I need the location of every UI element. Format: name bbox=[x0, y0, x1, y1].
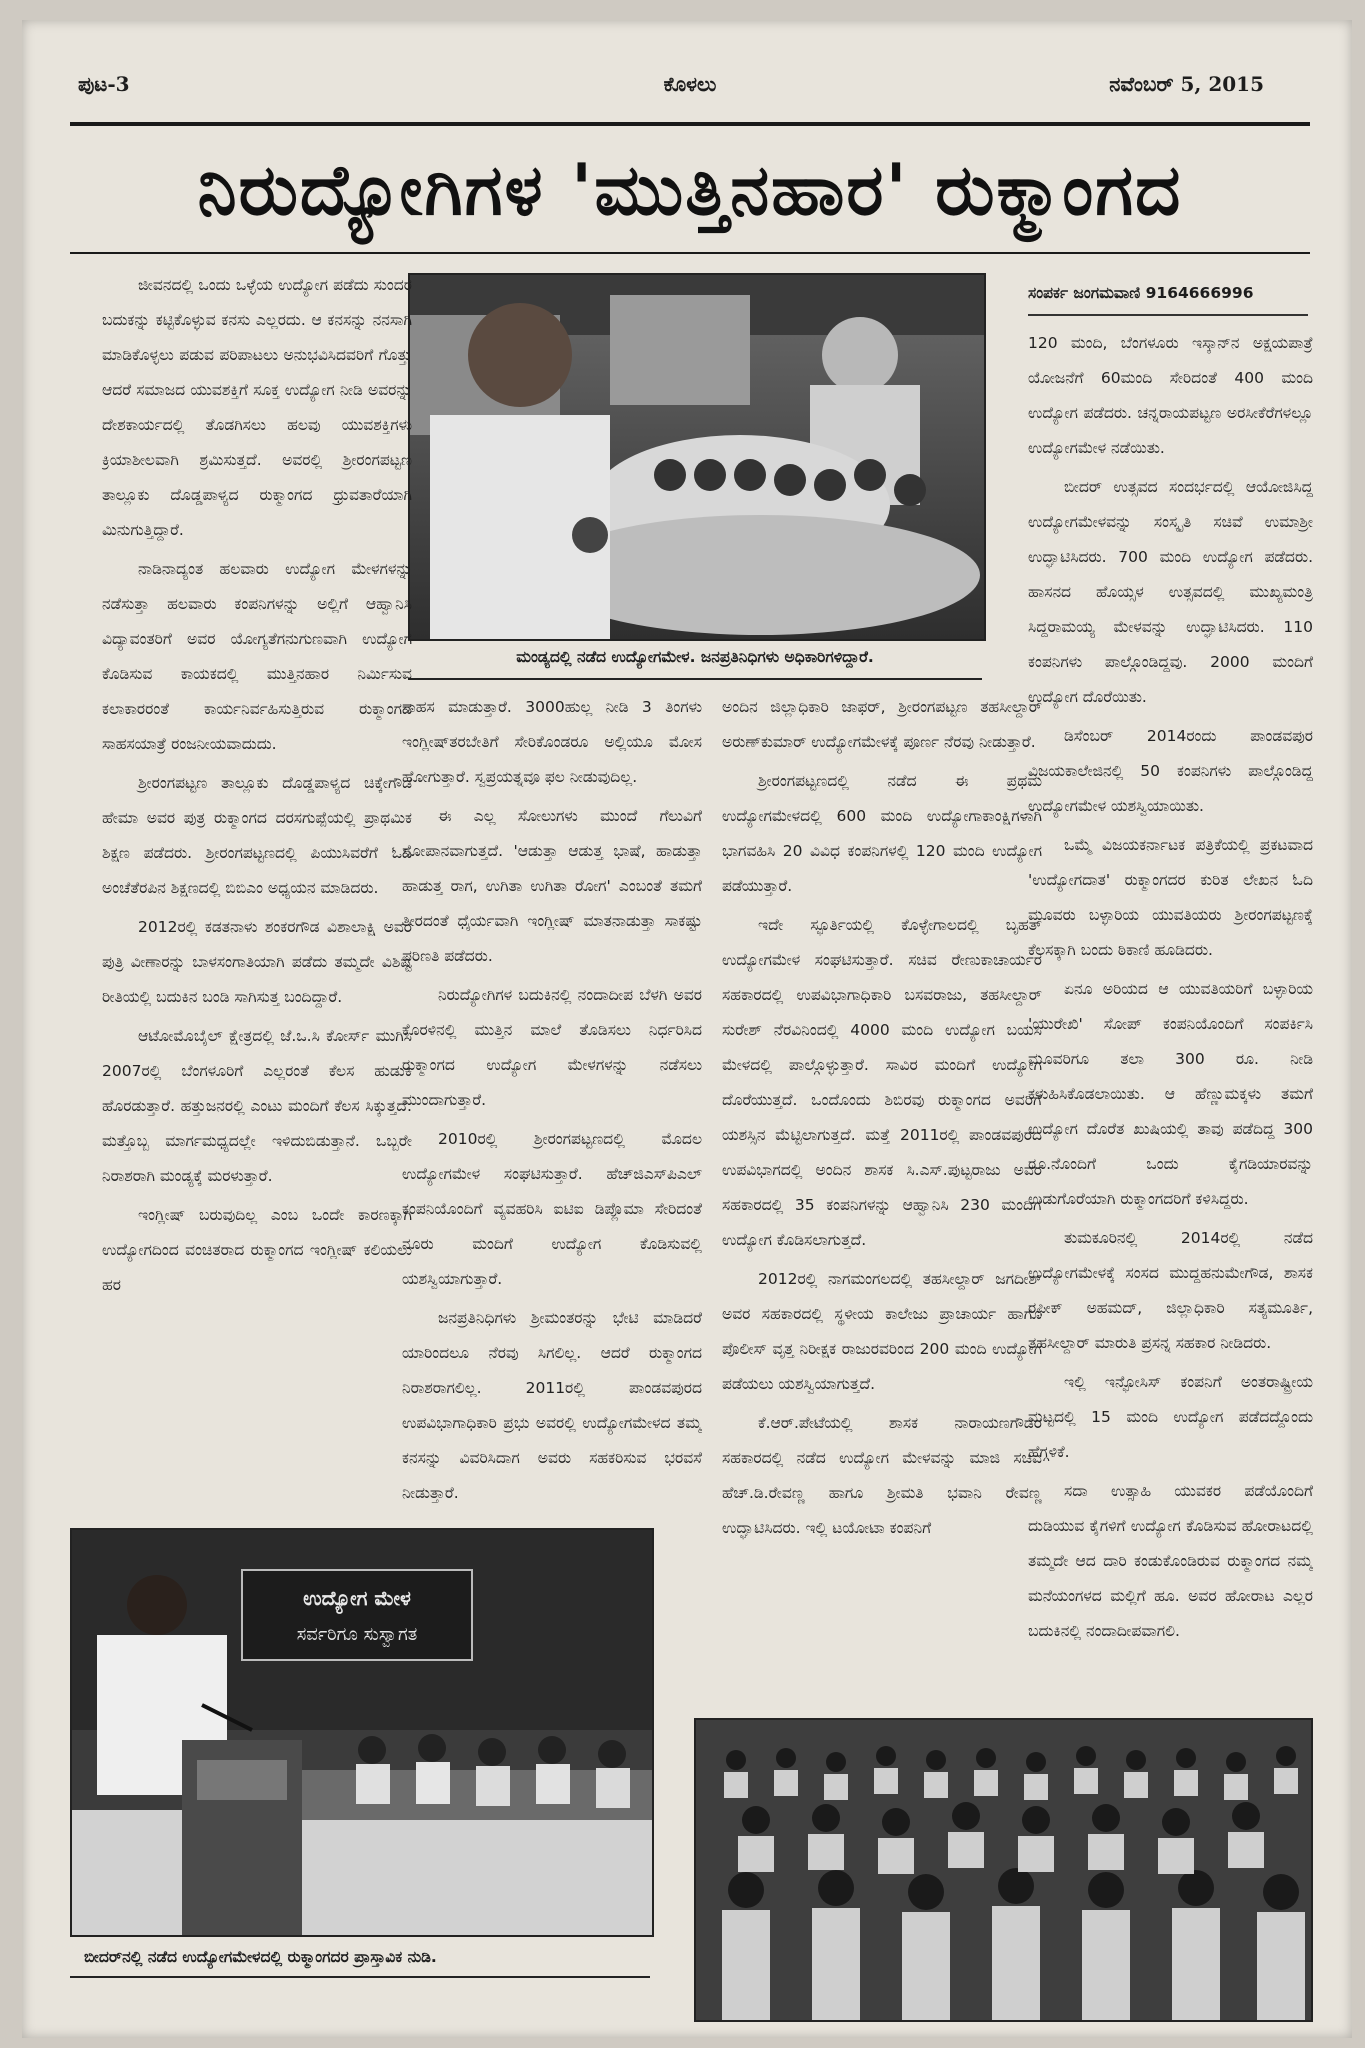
photo-crowd-audience-image bbox=[696, 1720, 1311, 2020]
photo-job-fair-mandya bbox=[408, 273, 986, 641]
paragraph: ಈ ಎಲ್ಲ ಸೋಲುಗಳು ಮುಂದೆ ಗೆಲುವಿಗೆ ಸೋಪಾನವಾಗುತ್ತದೆ. 'ಆಡುತ್ತಾ ಆಡುತ್ತ ಭಾಷೆ, ಹಾಡುತ್ತಾ ಹಾಡುತ್ತ ರಾಗ, ಉಗಿತಾ ಉಗಿತಾ ರೋಗ' ಎಂಬಂತೆ ತಮಗೆ ತೀರದಂತೆ ಧೈರ್ಯವಾಗಿ ಇಂಗ್ಲೀಷ್ ಮಾತನಾಡುತ್ತಾ ಸಾಕಷ್ಟು ಪರಿಣತಿ ಪಡೆದರು. bbox=[402, 807, 702, 965]
banner-text-2: ಸರ್ವರಿಗೂ ಸುಸ್ವಾಗತ bbox=[296, 1624, 418, 1645]
issue-date: ನವೆಂಬರ್ 5, 2015 bbox=[1109, 72, 1264, 96]
article-column-4 bbox=[1028, 326, 1313, 1766]
article-column-1 bbox=[102, 268, 412, 1558]
header-rule bbox=[70, 122, 1310, 126]
photo-job-fair-mandya-image bbox=[410, 275, 984, 639]
publication-name: ಕೊಳಲು bbox=[663, 72, 717, 96]
paragraph: ಕೆ.ಆರ್.ಪೇಟೆಯಲ್ಲಿ ಶಾಸಕ ನಾರಾಯಣಗೌಡರ ಸಹಕಾರದಲ್ಲಿ ನಡೆದ ಉದ್ಯೋಗ ಮೇಳವನ್ನು ಮಾಜಿ ಸಚಿವ ಹೆಚ್.ಡಿ.ರೇವಣ್ಣ ಹಾಗೂ ಶ್ರೀಮತಿ ಭವಾನಿ ರೇವಣ್ಣ ಉದ್ಘಾಟಿಸಿದರು. ಇಲ್ಲಿ ಟಯೋಟಾ ಕಂಪನಿಗೆ bbox=[722, 1414, 1042, 1537]
photo-caption-top: ಮಂಡ್ಯದಲ್ಲಿ ನಡೆದ ಉದ್ಯೋಗಮೇಳ. ಜನಪ್ರತಿನಿಧಿಗಳು ಅಧಿಕಾರಿಗಳಿದ್ದಾರೆ. bbox=[408, 640, 982, 680]
paragraph: 2010ರಲ್ಲಿ ಶ್ರೀರಂಗಪಟ್ಟಣದಲ್ಲಿ ಮೊದಲ ಉದ್ಯೋಗಮೇಳ ಸಂಘಟಿಸುತ್ತಾರೆ. ಹೆಚ್‌ಜಿಎಸ್‌ಪಿಎಲ್ ಕಂಪನಿಯೊಂದಿಗೆ ವ್ಯವಹರಿಸಿ ಐಟಿಐ ಡಿಪ್ಲೊಮಾ ಸೇರಿದಂತೆ ನೂರು ಮಂದಿಗೆ ಉದ್ಯೋಗ ಕೊಡಿಸುವಲ್ಲಿ ಯಶಸ್ವಿಯಾಗುತ್ತಾರೆ. bbox=[402, 1130, 702, 1288]
paragraph: ಡಿಸೆಂಬರ್ 2014ರಂದು ಪಾಂಡವಪುರ ವಿಜಯಕಾಲೇಜಿನಲ್ಲಿ 50 ಕಂಪನಿಗಳು ಪಾಲ್ಗೊಂಡಿದ್ದ ಉದ್ಯೋಗಮೇಳ ಯಶಸ್ವಿಯಾಯಿತು. bbox=[1028, 727, 1313, 815]
page-content bbox=[70, 58, 1313, 2018]
paragraph: ಬೀದರ್ ಉತ್ಸವದ ಸಂದರ್ಭದಲ್ಲಿ ಆಯೋಜಿಸಿದ್ದ ಉದ್ಯೋಗಮೇಳವನ್ನು ಸಂಸ್ಕೃತಿ ಸಚಿವೆ ಉಮಾಶ್ರೀ ಉದ್ಘಾಟಿಸಿದರು. 700 ಮಂದಿ ಉದ್ಯೋಗ ಪಡೆದರು. ಹಾಸನದ ಹೊಯ್ಸಳ ಉತ್ಸವದಲ್ಲಿ ಮುಖ್ಯಮಂತ್ರಿ ಸಿದ್ದರಾಮಯ್ಯ ಮೇಳವನ್ನು ಉದ್ಘಾಟಿಸಿದರು. 110 ಕಂಪನಿಗಳು ಪಾಲ್ಗೊಂಡಿದ್ದವು. 2000 ಮಂದಿಗೆ ಉದ್ಯೋಗ ದೊರೆಯಿತು. bbox=[1028, 478, 1313, 706]
photo-caption-bottom-left: ಬೀದರ್‌ನಲ್ಲಿ ನಡೆದ ಉದ್ಯೋಗಮೇಳದಲ್ಲಿ ರುಕ್ಮಾಂಗದರ ಪ್ರಾಸ್ತಾವಿಕ ನುಡಿ. bbox=[70, 1940, 650, 1978]
paragraph: ಜನಪ್ರತಿನಿಧಿಗಳು ಶ್ರೀಮಂತರನ್ನು ಭೇಟಿ ಮಾಡಿದರೆ ಯಾರಿಂದಲೂ ನೆರವು ಸಿಗಲಿಲ್ಲ. ಆದರೆ ರುಕ್ಮಾಂಗದ ನಿರಾಶರಾಗಲಿಲ್ಲ. 2011ರಲ್ಲಿ ಪಾಂಡವಪುರದ ಉಪವಿಭಾಗಾಧಿಕಾರಿ ಪ್ರಭು ಅವರಲ್ಲಿ ಉದ್ಯೋಗಮೇಳದ ತಮ್ಮ ಕನಸನ್ನು ವಿವರಿಸಿದಾಗ ಅವರು ಸಹಕರಿಸುವ ಭರವಸೆ ನೀಡುತ್ತಾರೆ. bbox=[402, 1309, 702, 1502]
paragraph: ನಿರುದ್ಯೋಗಿಗಳ ಬದುಕಿನಲ್ಲಿ ನಂದಾದೀಪ ಬೆಳಗಿ ಅವರ ಕೊರಳಿನಲ್ಲಿ ಮುತ್ತಿನ ಮಾಲೆ ತೊಡಿಸಲು ನಿರ್ಧರಿಸಿದ ರುಕ್ಮಾಂಗದ ಉದ್ಯೋಗ ಮೇಳಗಳನ್ನು ನಡೆಸಲು ಮುಂದಾಗುತ್ತಾರೆ. bbox=[402, 986, 702, 1109]
article-column-2 bbox=[402, 690, 702, 1560]
paragraph: 120 ಮಂದಿ, ಬೆಂಗಳೂರು ಇಸ್ಕಾನ್‌ನ ಅಕ್ಷಯಪಾತ್ರೆ ಯೋಜನೆಗೆ 60ಮಂದಿ ಸೇರಿದಂತೆ 400 ಮಂದಿ ಉದ್ಯೋಗ ಪಡೆದರು. ಚನ್ನರಾಯಪಟ್ಟಣ ಅರಸೀಕೆರೆಗಳಲ್ಲೂ ಉದ್ಯೋಗಮೇಳ ನಡೆಯಿತು. bbox=[1028, 334, 1313, 457]
paragraph: ಇದೇ ಸ್ಫೂರ್ತಿಯಲ್ಲಿ ಕೊಳ್ಳೇಗಾಲದಲ್ಲಿ ಬೃಹತ್ ಉದ್ಯೋಗಮೇಳ ಸಂಘಟಿಸುತ್ತಾರೆ. ಸಚಿವ ರೇಣುಕಾಚಾರ್ಯರ ಸಹಕಾರದಲ್ಲಿ ಉಪವಿಭಾಗಾಧಿಕಾರಿ ಬಸವರಾಜು, ತಹಸೀಲ್ದಾರ್ ಸುರೇಶ್ ನೆರವಿನಿಂದಲ್ಲಿ 4000 ಮಂದಿ ಉದ್ಯೋಗ ಬಯಸಿ ಮೇಳದಲ್ಲಿ ಪಾಲ್ಗೊಳ್ಳುತ್ತಾರೆ. ಸಾವಿರ ಮಂದಿಗೆ ಉದ್ಯೋಗ ದೊರೆಯುತ್ತದೆ. ಒಂದೊಂದು ಶಿಬಿರವು ರುಕ್ಮಾಂಗದ ಅವರಿಗೆ ಯಶಸ್ಸಿನ ಮೆಟ್ಟಿಲಾಗುತ್ತದೆ. ಮತ್ತೆ 2011ರಲ್ಲಿ ಪಾಂಡವಪುರದ ಉಪವಿಭಾಗದಲ್ಲಿ ಅಂದಿನ ಶಾಸಕ ಸಿ.ಎಸ್.ಪುಟ್ಟರಾಜು ಅವರ ಸಹಕಾರದಲ್ಲಿ 35 ಕಂಪನಿಗಳನ್ನು ಆಹ್ವಾನಿಸಿ 230 ಮಂದಿಗೆ ಉದ್ಯೋಗ ಕೊಡಿಸಲಾಗುತ್ತದೆ. bbox=[722, 916, 1042, 1249]
paragraph: ಇಂಗ್ಲೀಷ್ ಬರುವುದಿಲ್ಲ ಎಂಬ ಒಂದೇ ಕಾರಣಕ್ಕಾಗಿ ಉದ್ಯೋಗದಿಂದ ವಂಚಿತರಾದ ರುಕ್ಮಾಂಗದ ಇಂಗ್ಲೀಷ್ ಕಲಿಯಲು ಹರ bbox=[102, 1206, 412, 1294]
headline: ನಿರುದ್ಯೋಗಿಗಳ 'ಮುತ್ತಿನಹಾರ' ರುಕ್ಮಾಂಗದ bbox=[197, 149, 1183, 231]
photo-bidar-speech-image bbox=[72, 1530, 652, 1935]
paragraph: ಅಂದಿನ ಜಿಲ್ಲಾಧಿಕಾರಿ ಜಾಫರ್, ಶ್ರೀರಂಗಪಟ್ಟಣ ತಹಸೀಲ್ದಾರ್ ಅರುಣ್‌ಕುಮಾರ್ ಉದ್ಯೋಗಮೇಳಕ್ಕೆ ಪೂರ್ಣ ನೆರವು ನೀಡುತ್ತಾರೆ. bbox=[722, 698, 1042, 751]
paragraph: ಶ್ರೀರಂಗಪಟ್ಟಣದಲ್ಲಿ ನಡೆದ ಈ ಪ್ರಥಮ ಉದ್ಯೋಗಮೇಳದಲ್ಲಿ 600 ಮಂದಿ ಉದ್ಯೋಗಾಕಾಂಕ್ಷಿಗಳಾಗಿ ಭಾಗವಹಿಸಿ 20 ವಿವಿಧ ಕಂಪನಿಗಳಲ್ಲಿ 120 ಮಂದಿ ಉದ್ಯೋಗ ಪಡೆಯುತ್ತಾರೆ. bbox=[722, 772, 1042, 895]
paragraph: ಒಮ್ಮೆ ವಿಜಯಕರ್ನಾಟಕ ಪತ್ರಿಕೆಯಲ್ಲಿ ಪ್ರಕಟವಾದ 'ಉದ್ಯೋಗದಾತ' ರುಕ್ಮಾಂಗದರ ಕುರಿತ ಲೇಖನ ಓದಿ ಮೂವರು ಬಳ್ಳಾರಿಯ ಯುವತಿಯರು ಶ್ರೀರಂಗಪಟ್ಟಣಕ್ಕೆ ಕೆಲಸಕ್ಕಾಗಿ ಬಂದು ಠಿಕಾಣಿ ಹೂಡಿದರು. bbox=[1028, 836, 1313, 959]
banner-text-1: ಉದ್ಯೋಗ ಮೇಳ bbox=[303, 1586, 411, 1610]
paragraph: ಜೀವನದಲ್ಲಿ ಒಂದು ಒಳ್ಳೆಯ ಉದ್ಯೋಗ ಪಡೆದು ಸುಂದರ ಬದುಕನ್ನು ಕಟ್ಟಿಕೊಳ್ಳುವ ಕನಸು ಎಲ್ಲರದು. ಆ ಕನಸನ್ನು ನನಸಾಗಿ ಮಾಡಿಕೊಳ್ಳಲು ಪಡುವ ಪರಿಪಾಟಲು ಅನುಭವಿಸಿದವರಿಗೆ ಗೊತ್ತು ಆದರೆ ಸಮಾಜದ ಯುವಶಕ್ತಿಗೆ ಸೂಕ್ತ ಉದ್ಯೋಗ ನೀಡಿ ಅವರನ್ನು ದೇಶಕಾರ್ಯದಲ್ಲಿ ತೊಡಗಿಸಲು ಹಲವು ಯುವಶಕ್ತಿಗಳು ಕ್ರಿಯಾಶೀಲವಾಗಿ ಶ್ರಮಿಸುತ್ತದೆ. ಅವರಲ್ಲಿ ಶ್ರೀರಂಗಪಟ್ಟಣ ತಾಲ್ಲೂಕು ದೊಡ್ಡಪಾಳ್ಯದ ರುಕ್ಮಾಂಗದ ಧ್ರುವತಾರೆಯಾಗಿ ಮಿನುಗುತ್ತಿದ್ದಾರೆ. bbox=[102, 276, 412, 539]
contact-rule bbox=[1028, 314, 1308, 316]
running-header bbox=[70, 72, 1310, 102]
page-number: ಪುಟ-3 bbox=[78, 72, 130, 96]
paragraph: ನಾಡಿನಾದ್ಯಂತ ಹಲವಾರು ಉದ್ಯೋಗ ಮೇಳಗಳನ್ನು ನಡೆಸುತ್ತಾ ಹಲವಾರು ಕಂಪನಿಗಳನ್ನು ಅಲ್ಲಿಗೆ ಆಹ್ವಾನಿಸಿ ವಿದ್ಯಾವಂತರಿಗೆ ಅವರ ಯೋಗ್ಯತೆಗನುಗುಣವಾಗಿ ಉದ್ಯೋಗ ಕೊಡಿಸುವ ಕಾಯಕದಲ್ಲಿ ಮುತ್ತಿನಹಾರ ನಿರ್ಮಿಸುವ ಕಲಾಕಾರರಂತೆ ಕಾರ್ಯನಿರ್ವಹಿಸುತ್ತಿರುವ ರುಕ್ಮಾಂಗದ ಸಾಹಸಯಾತ್ರೆ ರಂಜನೀಯವಾದುದು. bbox=[102, 560, 412, 753]
paragraph: ಶ್ರೀರಂಗಪಟ್ಟಣ ತಾಲ್ಲೂಕು ದೊಡ್ಡಪಾಳ್ಯದ ಚಿಕ್ಕೇಗೌಡ ಹೇಮಾ ಅವರ ಪುತ್ರ ರುಕ್ಮಾಂಗದ ದರಸಗುಪ್ಪೆಯಲ್ಲಿ ಪ್ರಾಥಮಿಕ ಶಿಕ್ಷಣ ಪಡೆದರು. ಶ್ರೀರಂಗಪಟ್ಟಣದಲ್ಲಿ ಪಿಯುಸಿವರೆಗೆ ಓದಿ ಅಂಚೆತೆರಪಿನ ಶಿಕ್ಷಣದಲ್ಲಿ ಬಿಬಿಎಂ ಅಧ್ಯಯನ ಮಾಡಿದರು. bbox=[102, 774, 412, 897]
paragraph: 2012ರಲ್ಲಿ ನಾಗಮಂಗಲದಲ್ಲಿ ತಹಸೀಲ್ದಾರ್ ಜಗದೀಶ್ ಅವರ ಸಹಕಾರದಲ್ಲಿ ಸ್ಥಳೀಯ ಕಾಲೇಜು ಪ್ರಾಚಾರ್ಯ ಹಾಗೂ ಪೊಲೀಸ್ ವೃತ್ತ ನಿರೀಕ್ಷಕ ರಾಜುರವರಿಂದ 200 ಮಂದಿ ಉದ್ಯೋಗ ಪಡೆಯಲು ಯಶಸ್ವಿಯಾಗುತ್ತದೆ. bbox=[722, 1270, 1042, 1393]
article-column-3 bbox=[722, 690, 1042, 1750]
paragraph: ಸಾಹಸ ಮಾಡುತ್ತಾರೆ. 3000ಹುಲ್ಲ ನೀಡಿ 3 ತಿಂಗಳು ಇಂಗ್ಲೀಷ್‌ತರಬೇತಿಗೆ ಸೇರಿಕೊಂಡರೂ ಅಲ್ಲಿಯೂ ಮೋಸ ಹೋಗುತ್ತಾರೆ. ಸ್ವಪ್ರಯತ್ನವೂ ಫಲ ನೀಡುವುದಿಲ್ಲ. bbox=[402, 698, 702, 786]
paragraph: ಆಟೋಮೊಬೈಲ್ ಕ್ಷೇತ್ರದಲ್ಲಿ ಜೆ.ಒ.ಸಿ ಕೋರ್ಸ್ ಮುಗಿಸಿ 2007ರಲ್ಲಿ ಬೆಂಗಳೂರಿಗೆ ಎಲ್ಲರಂತೆ ಕೆಲಸ ಹುಡುಕಿ ಹೊರಡುತ್ತಾರೆ. ಹತ್ತುಜನರಲ್ಲಿ ಎಂಟು ಮಂದಿಗೆ ಕೆಲಸ ಸಿಕ್ಕುತ್ತದೆ. ಮತ್ತೊಬ್ಬ ಮಾರ್ಗಮಧ್ಯದಲ್ಲೇ ಇಳಿದುಬಿಡುತ್ತಾನೆ. ಒಬ್ಬರೇ ನಿರಾಶರಾಗಿ ಮಂಡ್ಯಕ್ಕೆ ಮರಳುತ್ತಾರೆ. bbox=[102, 1027, 412, 1185]
paragraph: ತುಮಕೂರಿನಲ್ಲಿ 2014ರಲ್ಲಿ ನಡೆದ ಉದ್ಯೋಗಮೇಳಕ್ಕೆ ಸಂಸದ ಮುದ್ದಹನುಮೇಗೌಡ, ಶಾಸಕ ರಫೀಕ್ ಅಹಮದ್, ಜಿಲ್ಲಾಧಿಕಾರಿ ಸತ್ಯಮೂರ್ತಿ, ತಹಸೀಲ್ದಾರ್ ಮಾರುತಿ ಪ್ರಸನ್ನ ಸಹಕಾರ ನೀಡಿದರು. bbox=[1028, 1229, 1313, 1352]
contact-number: ಸಂಪರ್ಕ ಜಂಗಮವಾಣಿ 9164666996 bbox=[1028, 284, 1254, 302]
paragraph: ಏನೂ ಅರಿಯದ ಆ ಯುವತಿಯರಿಗೆ ಬಳ್ಳಾರಿಯ 'ಯುರೇಖಿ' ಸೋಪ್ ಕಂಪನಿಯೊಂದಿಗೆ ಸಂಪರ್ಕಿಸಿ ಮೂವರಿಗೂ ತಲಾ 300 ರೂ. ನೀಡಿ ಕಳುಹಿಸಿಕೊಡಲಾಯಿತು. ಆ ಹೆಣ್ಣುಮಕ್ಕಳು ತಮಗೆ ಉದ್ಯೋಗ ದೊರೆತ ಖುಷಿಯಲ್ಲಿ ತಾವು ಪಡೆದಿದ್ದ 300 ರೂ.ನೊಂದಿಗೆ ಒಂದು ಕೈಗಡಿಯಾರವನ್ನು ಉಡುಗೊರೆಯಾಗಿ ರುಕ್ಮಾಂಗದರಿಗೆ ಕಳಿಸಿದ್ದರು. bbox=[1028, 980, 1313, 1208]
photo-bidar-speech bbox=[70, 1528, 654, 1937]
paragraph: ಇಲ್ಲಿ ಇನ್ಫೋಸಿಸ್ ಕಂಪನಿಗೆ ಅಂತರಾಷ್ಟ್ರೀಯ ಮಟ್ಟದಲ್ಲಿ 15 ಮಂದಿ ಉದ್ಯೋಗ ಪಡೆದದ್ದೊಂದು ಹೆಗ್ಗಳಿಕೆ. bbox=[1028, 1373, 1313, 1461]
headline-rule bbox=[70, 252, 1310, 254]
paragraph: ಸದಾ ಉತ್ಸಾಹಿ ಯುವಕರ ಪಡೆಯೊಂದಿಗೆ ದುಡಿಯುವ ಕೈಗಳಿಗೆ ಉದ್ಯೋಗ ಕೊಡಿಸುವ ಹೋರಾಟದಲ್ಲಿ ತಮ್ಮದೇ ಆದ ದಾರಿ ಕಂಡುಕೊಂಡಿರುವ ರುಕ್ಮಾಂಗದ ನಮ್ಮ ಮನೆಯಂಗಳದ ಮಲ್ಲಿಗೆ ಹೂ. ಅವರ ಹೋರಾಟ ಎಲ್ಲರ ಬದುಕಿನಲ್ಲಿ ನಂದಾದೀಪವಾಗಲಿ. bbox=[1028, 1482, 1313, 1640]
paragraph: 2012ರಲ್ಲಿ ಕಡತನಾಳು ಶಂಕರಗೌಡ ವಿಶಾಲಾಕ್ಷಿ ಅವರ ಪುತ್ರಿ ವೀಣಾರನ್ನು ಬಾಳಸಂಗಾತಿಯಾಗಿ ಪಡೆದು ತಮ್ಮದೇ ವಿಶಿಷ್ಟ ರೀತಿಯಲ್ಲಿ ಬದುಕಿನ ಬಂಡಿ ಸಾಗಿಸುತ್ತ ಬಂದಿದ್ದಾರೆ. bbox=[102, 918, 412, 1006]
newspaper-page bbox=[22, 20, 1352, 2038]
photo-crowd-audience bbox=[694, 1718, 1313, 2022]
